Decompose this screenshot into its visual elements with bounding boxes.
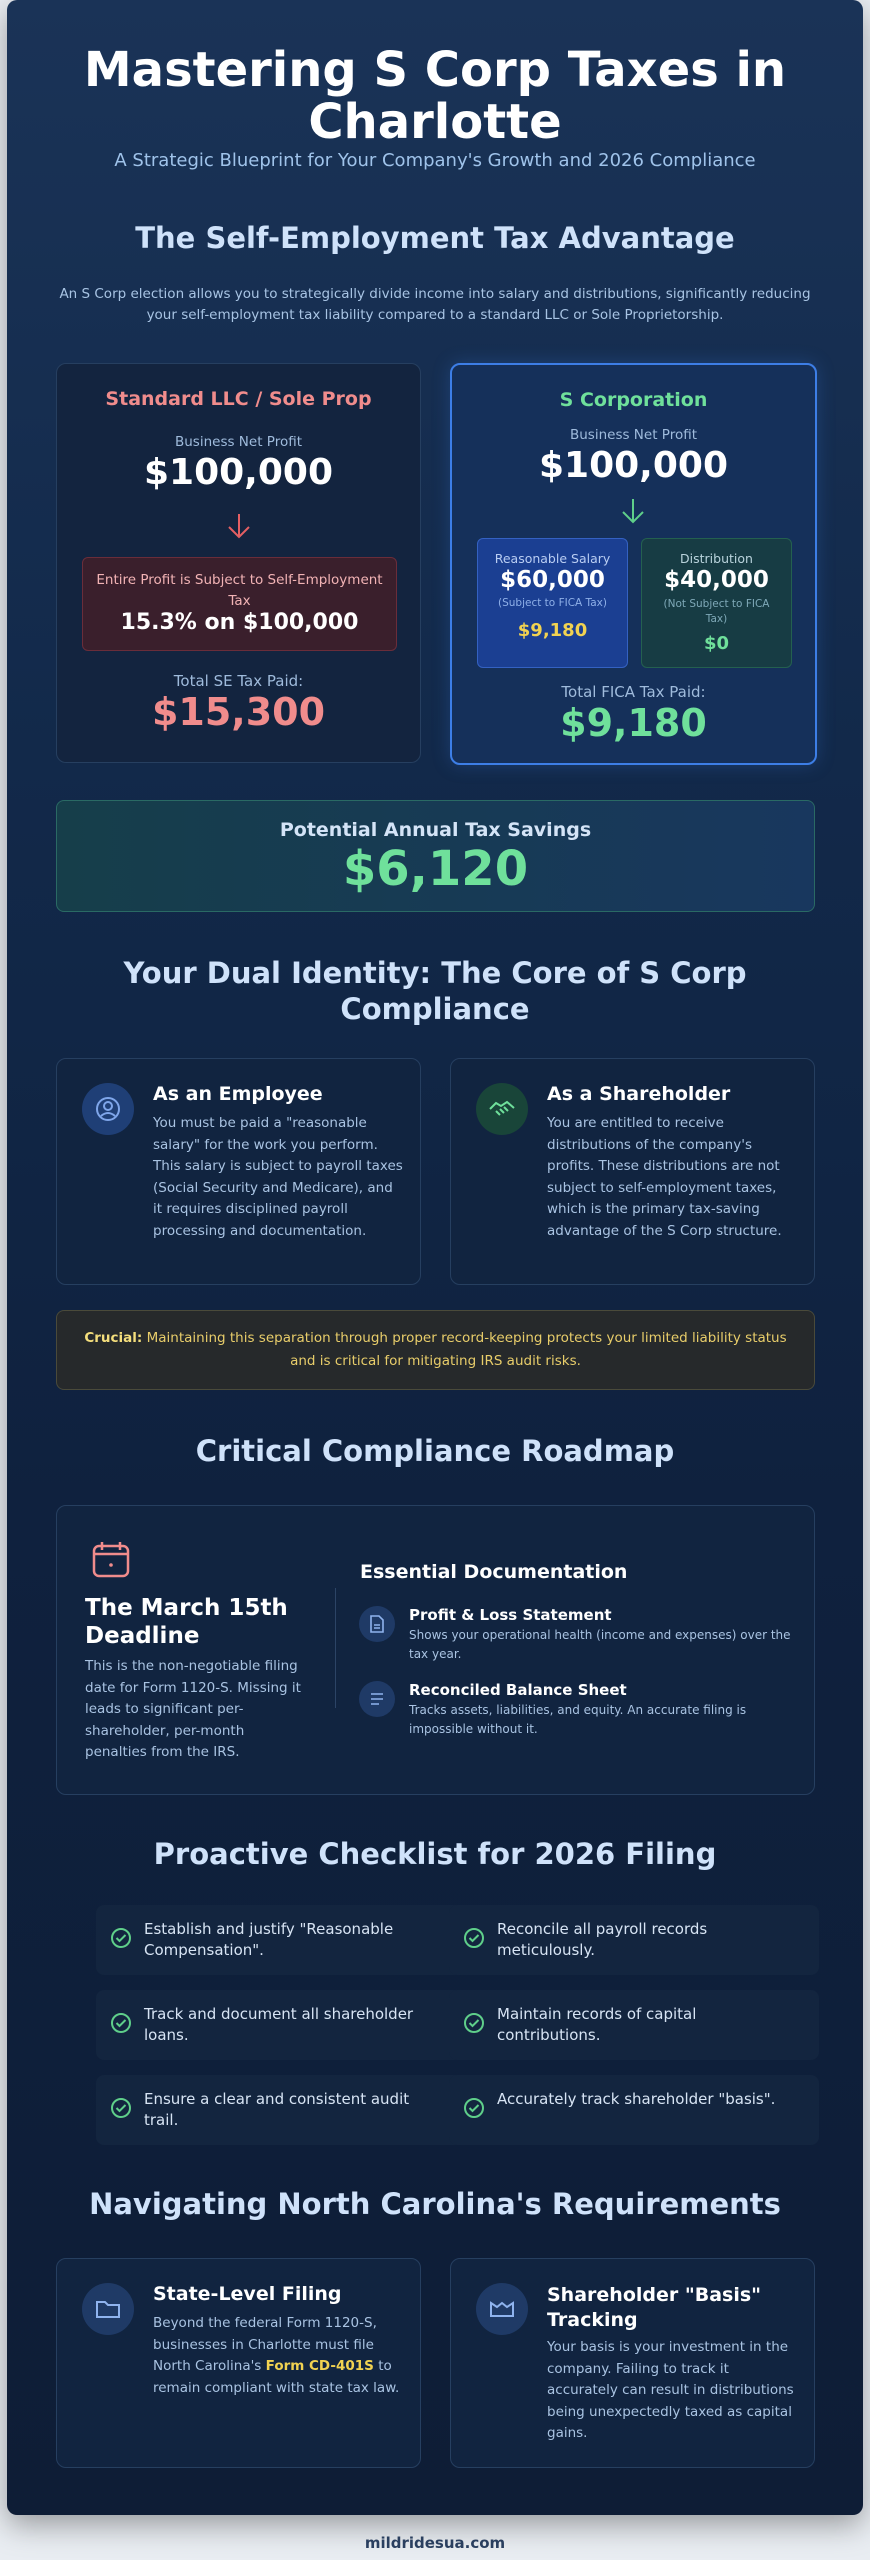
llc-note-line: Entire Profit is Subject to Self-Employment Tax [96, 572, 383, 609]
scorp-title: S Corporation [559, 389, 708, 411]
savings-label: Potential Annual Tax Savings [279, 819, 592, 841]
basis-title: Shareholder "Basis" Tracking [547, 2284, 762, 2331]
check-circle-icon [110, 2097, 132, 2119]
crucial-text [77, 1327, 794, 1373]
wallet-icon [476, 2283, 528, 2335]
employee-card [56, 1058, 421, 1285]
state-filing-text-before: Beyond the federal Form 1120-S, businesses in Charlotte must file North Carolina's [153, 2315, 377, 2374]
state-filing-text [153, 2313, 403, 2399]
distribution-label: Distribution [680, 551, 753, 566]
scorp-profit-label: Business Net Profit [569, 427, 698, 443]
salary-label: Reasonable Salary [494, 551, 611, 566]
distribution-tax: $0 [703, 633, 730, 654]
savings-value: $6,120 [342, 841, 529, 897]
crucial-label: Crucial: [84, 1330, 143, 1346]
doc-2-title: Reconciled Balance Sheet [409, 1681, 627, 1699]
advantage-heading: The Self-Employment Tax Advantage [135, 221, 735, 255]
checklist-item [96, 2075, 466, 2145]
doc-2-text: Tracks assets, liabilities, and equity. An accurate filing is impossible without it. [409, 1703, 747, 1736]
llc-profit-value: $100,000 [143, 452, 334, 493]
doc-1-title: Profit & Loss Statement [409, 1606, 612, 1624]
arrow-down-icon [620, 497, 646, 525]
advantage-description: An S Corp election allows you to strategically divide income into salary and distributions, significantly reducing your self-employment tax liability compared to a standard LLC or Sole Proprietorship. [59, 286, 811, 323]
checklist-item [449, 1990, 819, 2060]
distribution-note: (Not Subject to FICA Tax) [663, 598, 770, 625]
document-icon [359, 1606, 395, 1642]
roadmap-panel [56, 1505, 815, 1795]
checklist-item [96, 1905, 466, 1975]
checklist-item-text: Maintain records of capital contributions. [497, 2005, 697, 2044]
checklist-item [96, 1990, 466, 2060]
list-icon [359, 1681, 395, 1717]
salary-note: (Subject to FICA Tax) [498, 597, 607, 609]
distribution-value: $40,000 [664, 567, 769, 593]
calendar-icon [91, 1540, 131, 1580]
checklist-item [449, 1905, 819, 1975]
salary-tax: $9,180 [517, 620, 588, 641]
state-filing-card [56, 2258, 421, 2468]
employee-title: As an Employee [153, 1083, 323, 1105]
llc-total-value: $15,300 [151, 690, 326, 734]
deadline-title: The March 15th Deadline [85, 1595, 288, 1649]
identity-heading: Your Dual Identity: The Core of S Corp Compliance [123, 956, 747, 1026]
infographic-card [7, 0, 863, 2515]
arrow-down-icon [226, 512, 252, 540]
footer-site: mildridesua.com [364, 2534, 506, 2552]
crucial-body: Maintaining this separation through proper record-keeping protects your limited liability status and is critical for mitigating IRS audit risks. [146, 1330, 787, 1369]
folder-icon [82, 2283, 134, 2335]
state-form-name: Form CD-401S [265, 2358, 374, 2374]
checklist-item-text: Accurately track shareholder "basis". [497, 2090, 776, 2108]
llc-note-rate: 15.3% on $100,000 [120, 610, 359, 635]
shareholder-card [450, 1058, 815, 1285]
llc-total-label: Total SE Tax Paid: [173, 672, 304, 690]
check-circle-icon [110, 1927, 132, 1949]
check-circle-icon [463, 2012, 485, 2034]
salary-value: $60,000 [500, 567, 605, 593]
roadmap-divider [335, 1588, 336, 1708]
page-subtitle: A Strategic Blueprint for Your Company's Growth and 2026 Compliance [114, 150, 756, 171]
scorp-panel [450, 363, 817, 765]
distribution-box [641, 538, 792, 668]
doc-1-text: Shows your operational health (income and expenses) over the tax year. [409, 1628, 791, 1661]
llc-panel [56, 363, 421, 763]
checklist-heading: Proactive Checklist for 2026 Filing [153, 1837, 717, 1871]
shareholder-text: You are entitled to receive distributions of the company's profits. These distributions are not subject to self-employment taxes, which is the primary tax-saving advantage of the S Corp structure. [547, 1115, 782, 1239]
basis-card [450, 2258, 815, 2468]
check-circle-icon [110, 2012, 132, 2034]
checklist-item [449, 2075, 819, 2145]
scorp-total-label: Total FICA Tax Paid: [561, 683, 706, 701]
savings-banner [56, 800, 815, 912]
handshake-icon [476, 1083, 528, 1135]
checklist-item-text: Track and document all shareholder loans. [144, 2005, 414, 2044]
page-title: Mastering S Corp Taxes in Charlotte [83, 42, 787, 150]
llc-note-box [82, 557, 397, 651]
llc-profit-label: Business Net Profit [174, 434, 303, 450]
nc-heading: Navigating North Carolina's Requirements [89, 2187, 781, 2221]
scorp-total-value: $9,180 [560, 701, 707, 745]
checklist-item-text: Reconcile all payroll records meticulously. [497, 1920, 708, 1959]
shareholder-title: As a Shareholder [547, 1083, 731, 1105]
employee-text: You must be paid a "reasonable salary" for the work you perform. This salary is subject to payroll taxes (Social Security and Medicare), and it requires disciplined payroll processing and documentation. [153, 1115, 403, 1239]
state-filing-title: State-Level Filing [153, 2283, 342, 2305]
salary-box [477, 538, 628, 668]
checklist-item-text: Ensure a clear and consistent audit trail. [144, 2090, 410, 2129]
check-circle-icon [463, 2097, 485, 2119]
docs-heading: Essential Documentation [360, 1561, 628, 1583]
state-filing-text-after: to remain compliant with state tax law. [153, 2358, 400, 2396]
deadline-text: This is the non-negotiable filing date for Form 1120-S. Missing it leads to significant per-shareholder, per-month penalties from the IRS. [85, 1658, 301, 1760]
crucial-note [56, 1310, 815, 1390]
scorp-profit-value: $100,000 [538, 445, 729, 486]
roadmap-heading: Critical Compliance Roadmap [195, 1434, 675, 1468]
check-circle-icon [463, 1927, 485, 1949]
basis-text: Your basis is your investment in the company. Failing to track it accurately can result in distributions being unexpectedly taxed as capital gains. [547, 2339, 794, 2441]
user-circle-icon [82, 1083, 134, 1135]
llc-title: Standard LLC / Sole Prop [105, 388, 372, 410]
checklist-item-text: Establish and justify "Reasonable Compensation". [144, 1920, 394, 1959]
